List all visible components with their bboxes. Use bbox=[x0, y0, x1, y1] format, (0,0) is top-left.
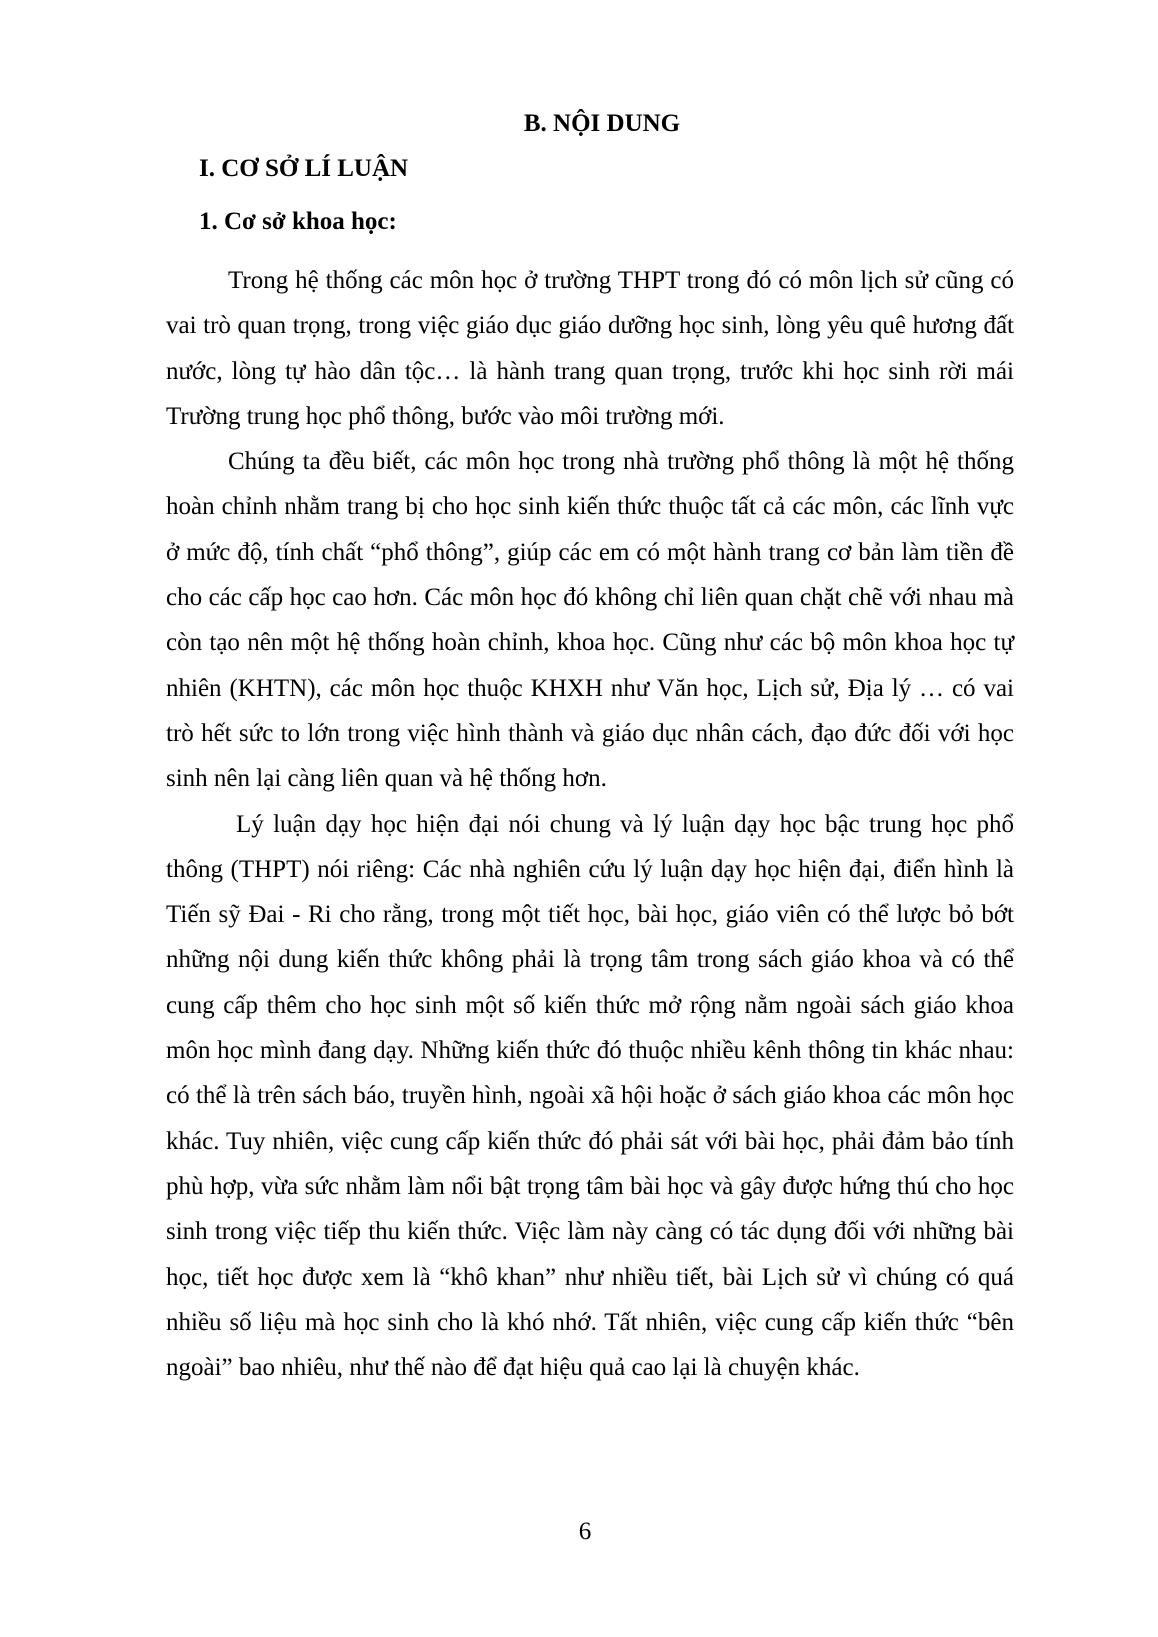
paragraph-2: Chúng ta đều biết, các môn học trong nhà trường phổ thông là một hệ thống hoàn chỉnh nhằm trang bị cho học sinh kiến thức thuộc tất cả các môn, các lĩnh vực ở mức độ, tính chất “phổ thông”, giúp các em có một hành trang cơ bản làm tiền đề cho các cấp học cao hơn. Các môn học đó không chỉ liên quan chặt chẽ với nhau mà còn tạo nên một hệ thống hoàn chỉnh, khoa học. Cũng như các bộ môn khoa học tự nhiên (KHTN), các môn học thuộc KHXH như Văn học, Lịch sử, Địa lý … có vai trò hết sức to lớn trong việc hình thành và giáo dục nhân cách, đạo đức đối với học sinh nên lại càng liên quan và hệ thống hơn. bbox=[166, 448, 1014, 793]
paragraph-3: Lý luận dạy học hiện đại nói chung và lý luận dạy học bậc trung học phổ thông (THPT) nói riêng: Các nhà nghiên cứu lý luận dạy học hiện đại, điển hình là Tiến sỹ Đai - Ri cho rằng, trong một tiết học, bài học, giáo viên có thể lược bỏ bớt những nội dung kiến thức không phải là trọng tâm trong sách giáo khoa và có thể cung cấp thêm cho học sinh một số kiến thức mở rộng nằm ngoài sách giáo khoa môn học mình đang dạy. Những kiến thức đó thuộc nhiều kênh thông tin khác nhau: có thể là trên sách báo, truyền hình, ngoài xã hội hoặc ở sách giáo khoa các môn học khác. Tuy nhiên, việc cung cấp kiến thức đó phải sát với bài học, phải đảm bảo tính phù hợp, vừa sức nhằm làm nổi bật trọng tâm bài học và gây được hứng thú cho học sinh trong việc tiếp thu kiến thức. Việc làm này càng có tác dụng đối với những bài học, tiết học được xem là “khô khan” như nhiều tiết, bài Lịch sử vì chúng có quá nhiều số liệu mà học sinh cho là khó nhớ. Tất nhiên, việc cung cấp kiến thức “bên ngoài” bao nhiêu, như thế nào để đạt hiệu quả cao lại là chuyện khác. bbox=[166, 810, 1014, 1382]
section-heading: I. CƠ SỞ LÍ LUẬN bbox=[199, 155, 409, 182]
body-text bbox=[166, 258, 1014, 1390]
sub-heading: 1. Cơ sở khoa học: bbox=[199, 208, 397, 235]
paragraph-1: Trong hệ thống các môn học ở trường THPT trong đó có môn lịch sử cũng có vai trò quan trọng, trong việc giáo dục giáo dưỡng học sinh, lòng yêu quê hương đất nước, lòng tự hào dân tộc… là hành trang quan trọng, trước khi học sinh rời mái Trường trung học phổ thông, bước vào môi trường mới. bbox=[166, 267, 1014, 430]
main-heading: B. NỘI DUNG bbox=[523, 110, 681, 137]
page-number: 6 bbox=[578, 1518, 592, 1545]
